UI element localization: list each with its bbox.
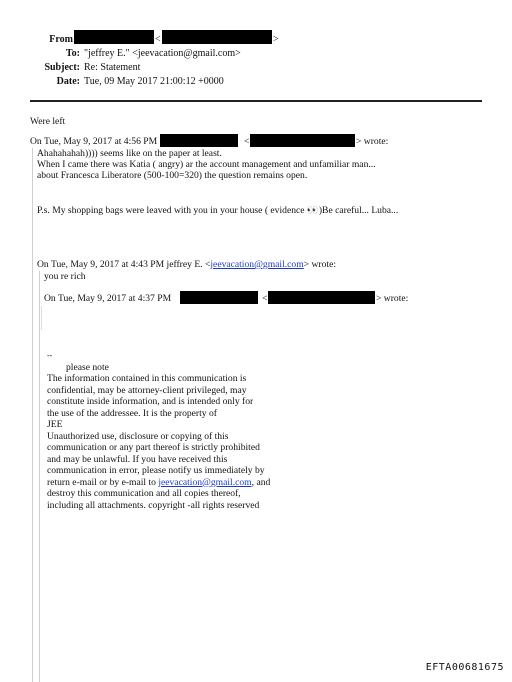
to-label: To: xyxy=(65,48,80,59)
quote1-intro-prefix: On Tue, May 9, 2017 at 4:56 PM xyxy=(30,136,158,147)
quote1-bar xyxy=(32,148,33,682)
signature-return-line xyxy=(47,477,270,489)
quote3-intro-suffix: > wrote: xyxy=(376,293,409,304)
from-lt: < xyxy=(155,34,161,45)
signature-line: communication in error, please notify us immediately by xyxy=(47,465,265,476)
return-prefix: return e-mail or by e-mail to xyxy=(47,476,159,488)
document-id: EFTA00681675 xyxy=(425,662,504,673)
header-divider xyxy=(30,100,482,102)
signature-line: and may be unlawful. If you have received this xyxy=(47,453,228,465)
redacted-from-email xyxy=(162,30,272,44)
signature-line: Unauthorized use, disclosure or copying of this xyxy=(47,430,229,442)
subject-label: Subject: xyxy=(44,62,80,73)
from-label: From xyxy=(49,34,73,45)
signature-dashes: -- xyxy=(47,351,53,360)
quote1-lt: < xyxy=(244,136,250,147)
reply-text: Were left xyxy=(30,116,66,127)
signature-line: JEE xyxy=(47,419,63,430)
quote1-ps: P.s. My shopping bags were leaved with you in your house ( evidence 👀)Be careful... Luba... xyxy=(37,205,399,216)
quote1-line1: Ahahahahah)))) seems like on the paper at least. xyxy=(37,148,222,159)
return-suffix: , and xyxy=(251,476,271,488)
quote2-intro-prefix: On Tue, May 9, 2017 at 4:43 PM jeffrey E. < xyxy=(37,259,211,270)
signature-line: destroy this communication and all copies thereof, xyxy=(47,488,241,499)
redacted-sender2-email xyxy=(268,291,375,304)
quote2-line1: you re rich xyxy=(44,271,86,282)
signature-disclaimer xyxy=(47,373,270,511)
signature-please-note: please note xyxy=(66,362,109,373)
signature-line: constitute inside information, and is intended only for xyxy=(47,396,254,407)
quote3-intro-prefix: On Tue, May 9, 2017 at 4:37 PM xyxy=(44,293,172,304)
redacted-sender2-name xyxy=(180,291,258,304)
quote3-lt: < xyxy=(262,293,268,304)
date-label: Date: xyxy=(56,76,80,87)
quote2-email-link[interactable]: jeevacation@gmail.com xyxy=(210,259,304,270)
quote1-line2: When I came there was Katia ( angry) ar the account management and unfamiliar man... xyxy=(37,159,376,170)
redacted-sender-email xyxy=(250,134,355,147)
signature-email-link[interactable]: jeevacation@gmail.com xyxy=(158,476,252,488)
from-gt: > xyxy=(273,34,279,45)
redacted-from-name xyxy=(74,30,154,44)
signature-line: confidential, may be attorney-client privileged, may xyxy=(47,384,247,396)
date-value: Tue, 09 May 2017 21:00:12 +0000 xyxy=(84,76,224,87)
quote2-intro-suffix: > wrote: xyxy=(303,259,336,270)
signature-line: The information contained in this communication is xyxy=(47,373,247,384)
to-value: "jeffrey E." <jeevacation@gmail.com> xyxy=(84,48,241,59)
signature-line: the use of the addressee. It is the property of xyxy=(47,407,217,419)
quote2-bar xyxy=(39,271,40,682)
signature-line: including all attachments. copyright -all rights reserved xyxy=(47,499,260,511)
signature-line: communication or any part thereof is strictly prohibited xyxy=(47,442,260,453)
quote3-bar xyxy=(41,306,42,330)
subject-value: Re: Statement xyxy=(84,62,141,73)
redacted-sender-name xyxy=(160,134,238,147)
quote2-intro xyxy=(37,259,336,271)
quote1-intro-suffix: > wrote: xyxy=(356,136,389,147)
quote1-line3: about Francesca Liberatore (500-100=320) the question remains open. xyxy=(37,170,308,181)
